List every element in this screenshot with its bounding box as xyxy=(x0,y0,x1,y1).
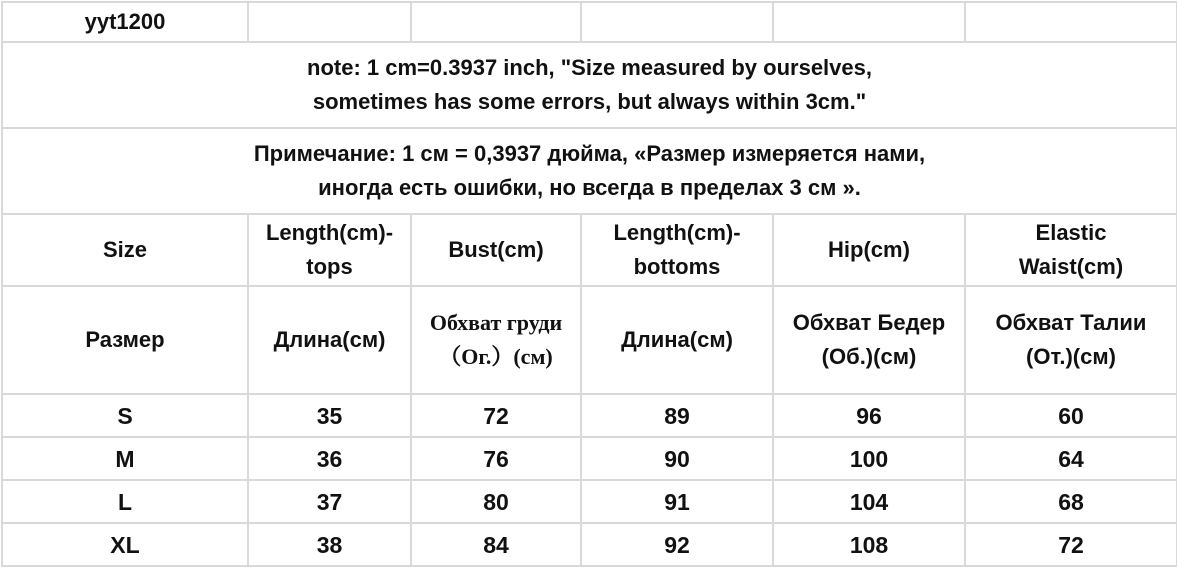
note-english-line-1: note: 1 cm=0.3937 inch, "Size measured by ourselves, xyxy=(307,55,872,80)
header-ru-hip xyxy=(773,286,965,394)
header-ru-bust xyxy=(411,286,581,394)
cell-hip: 96 xyxy=(773,394,965,437)
header-length-tops xyxy=(248,214,411,286)
cell-waist: 68 xyxy=(965,480,1177,523)
cell-length-bottoms: 91 xyxy=(581,480,773,523)
cell-size: M xyxy=(2,437,248,480)
cell-length-tops: 36 xyxy=(248,437,411,480)
header-ru-hip-line-1: Обхват Бедер xyxy=(792,310,946,335)
cell-size: L xyxy=(2,480,248,523)
note-russian-line-1: Примечание: 1 см = 0,3937 дюйма, «Размер измеряется нами, xyxy=(253,141,926,166)
header-length-tops-line-2: tops xyxy=(306,254,353,279)
cell-waist: 72 xyxy=(965,523,1177,566)
note-russian-line-2: иногда есть ошибки, но всегда в пределах 3 см ». xyxy=(318,175,861,200)
cell-size: S xyxy=(2,394,248,437)
table-row xyxy=(2,437,1177,480)
header-row-russian xyxy=(2,286,1177,394)
cell-bust: 80 xyxy=(411,480,581,523)
header-length-tops-line-1: Length(cm)- xyxy=(265,220,394,245)
cell-length-tops: 35 xyxy=(248,394,411,437)
header-ru-length-bottoms: Длина(см) xyxy=(581,286,773,394)
header-ru-waist-line-1: Обхват Талии xyxy=(995,310,1147,335)
header-waist-line-1: Elastic xyxy=(1035,220,1107,245)
note-english xyxy=(2,42,1177,128)
size-chart-table xyxy=(1,1,1177,567)
cell-hip: 104 xyxy=(773,480,965,523)
header-ru-waist xyxy=(965,286,1177,394)
header-ru-length-tops: Длина(см) xyxy=(248,286,411,394)
table-row xyxy=(2,394,1177,437)
cell-hip: 108 xyxy=(773,523,965,566)
empty-cell xyxy=(248,2,411,42)
header-ru-waist-line-2: (От.)(см) xyxy=(1026,344,1116,369)
header-row-english xyxy=(2,214,1177,286)
header-length-bottoms xyxy=(581,214,773,286)
table-row xyxy=(2,523,1177,566)
table-row xyxy=(2,480,1177,523)
cell-bust: 76 xyxy=(411,437,581,480)
header-waist xyxy=(965,214,1177,286)
note-russian xyxy=(2,128,1177,214)
header-ru-size: Размер xyxy=(2,286,248,394)
cell-length-bottoms: 90 xyxy=(581,437,773,480)
cell-length-bottoms: 92 xyxy=(581,523,773,566)
cell-bust: 72 xyxy=(411,394,581,437)
empty-cell xyxy=(965,2,1177,42)
empty-cell xyxy=(581,2,773,42)
cell-length-bottoms: 89 xyxy=(581,394,773,437)
header-waist-line-2: Waist(cm) xyxy=(1018,254,1124,279)
header-ru-hip-line-2: (Об.)(см) xyxy=(821,344,917,369)
header-bust: Bust(cm) xyxy=(411,214,581,286)
cell-length-tops: 38 xyxy=(248,523,411,566)
product-code: yyt1200 xyxy=(2,2,248,42)
cell-waist: 64 xyxy=(965,437,1177,480)
header-ru-bust-line-2: （Ог.）(см) xyxy=(439,344,553,369)
cell-hip: 100 xyxy=(773,437,965,480)
product-code-row xyxy=(2,2,1177,42)
header-ru-bust-line-1: Обхват груди xyxy=(429,310,563,335)
note-russian-row xyxy=(2,128,1177,214)
cell-bust: 84 xyxy=(411,523,581,566)
header-length-bottoms-line-2: bottoms xyxy=(633,254,721,279)
header-hip: Hip(cm) xyxy=(773,214,965,286)
note-english-line-2: sometimes has some errors, but always within 3cm." xyxy=(312,89,867,114)
note-english-row xyxy=(2,42,1177,128)
cell-waist: 60 xyxy=(965,394,1177,437)
cell-length-tops: 37 xyxy=(248,480,411,523)
cell-size: XL xyxy=(2,523,248,566)
header-length-bottoms-line-1: Length(cm)- xyxy=(613,220,741,245)
header-size: Size xyxy=(2,214,248,286)
empty-cell xyxy=(773,2,965,42)
empty-cell xyxy=(411,2,581,42)
